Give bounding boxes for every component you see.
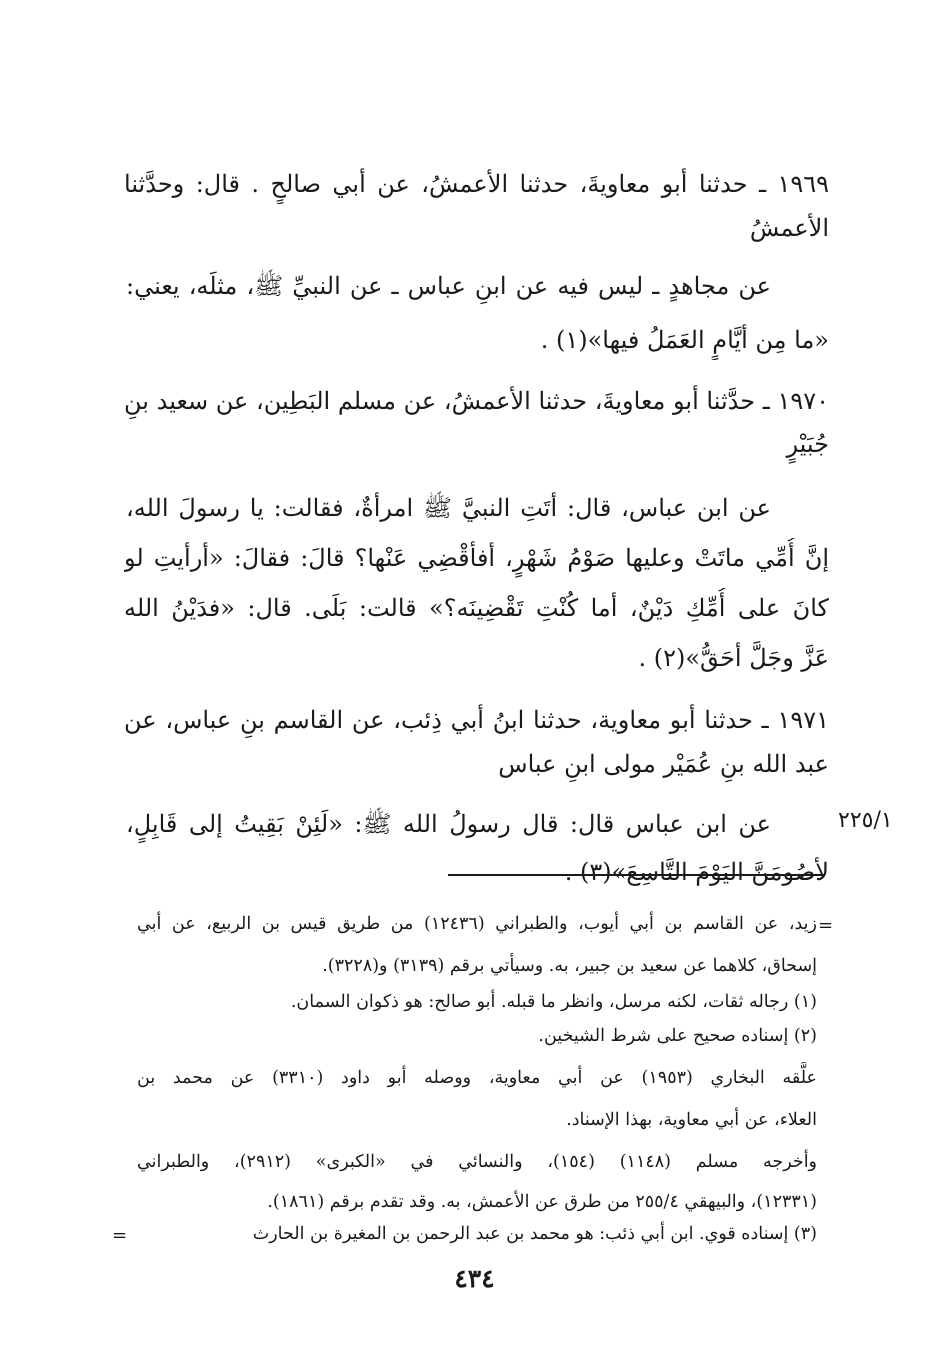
footnote-continued-line-2: إسحاق، كلاهما عن سعيد بن جبير، به. وسيأتي برقم (٣١٣٩) و(٣٢٢٨).: [322, 956, 817, 976]
continues-marker: =: [112, 1225, 128, 1246]
footnote-1: (١) رجاله ثقات، لكنه مرسل، وانظر ما قبله. أبو صالح: هو ذكوان السمان.: [290, 992, 817, 1012]
hadith-1969-line-3: عن مجاهدٍ ـ ليس فيه عن ابنِ عباس ـ عن النبيِّ ﷺ، مثلَه، يعني:: [126, 272, 771, 300]
hadith-1970-line-1: ١٩٧٠ ـ حدَّثنا أبو معاويةَ، حدثنا الأعمشُ، عن مسلم البَطِين، عن سعيد بنِ: [124, 387, 829, 415]
footnote-2-line-4: وأخرجه مسلم (١١٤٨) (١٥٤)، والنسائي في «الكبرى» (٢٩١٢)، والطبراني: [137, 1152, 817, 1172]
hadith-1970-line-3: عن ابن عباس، قال: أتَتِ النبيَّ ﷺ امرأةٌ، فقالت: يا رسولَ الله،: [126, 494, 771, 522]
footnote-continued-line-1: زيد، عن القاسم بن أبي أيوب، والطبراني (١٢٤٣٦) من طريق قيس بن الربيع، عن أبي: [137, 914, 817, 934]
footnote-2-line-1: (٢) إسناده صحيح على شرط الشيخين.: [538, 1026, 817, 1046]
hadith-1971-line-1: ١٩٧١ ـ حدثنا أبو معاوية، حدثنا ابنُ أبي ذِئب، عن القاسم بنِ عباس، عن: [124, 706, 829, 734]
continued-marker: =: [818, 915, 834, 936]
footnote-2-line-3: العلاء، عن أبي معاوية، بهذا الإسناد.: [566, 1110, 817, 1130]
margin-reference: ٢٢٥/١: [838, 808, 893, 833]
hadith-1970-line-6: عَزَّ وجَلَّ أحَقُّ»(٢) .: [638, 644, 829, 672]
footnote-3: (٣) إسناده قوي. ابن أبي ذئب: هو محمد بن عبد الرحمن بن المغيرة بن الحارث: [252, 1224, 817, 1244]
footnote-separator: [448, 874, 824, 876]
hadith-1971-line-3: عن ابن عباس قال: قال رسولُ الله ﷺ: «لَئِنْ بَقِيتُ إلى قَابِلٍ،: [126, 810, 771, 838]
hadith-1969-line-1: ١٩٦٩ ـ حدثنا أبو معاويةَ، حدثنا الأعمشُ، عن أبي صالحٍ . قال: وحدَّثنا: [124, 170, 829, 198]
footnote-2-line-5: (١٢٣٣١)، والبيهقي ٢٥٥/٤ من طرق عن الأعمش، به. وقد تقدم برقم (١٨٦١).: [267, 1192, 817, 1212]
hadith-1969-line-2: الأعمشُ: [749, 214, 829, 242]
hadith-1970-line-5: كانَ على أُمِّكِ دَيْنٌ، أما كُنْتِ تَقْضِينَه؟» قالت: بَلَى. قال: «فدَيْنُ الله: [124, 594, 829, 622]
hadith-1971-line-2: عبد الله بنِ عُمَيْر مولى ابنِ عباس: [498, 750, 829, 778]
hadith-1970-line-2: جُبَيْرٍ: [786, 430, 829, 458]
footnote-2-line-2: علَّقه البخاري (١٩٥٣) عن أبي معاوية، ووصله أبو داود (٣٣١٠) عن محمد بن: [137, 1068, 817, 1088]
hadith-1971-line-4: لأصُومَنَّ اليَوْمَ التَّاسِعَ»(٣) .: [564, 858, 829, 886]
hadith-1969-line-4: «ما مِن أيَّامٍ العَمَلُ فيها»(١) .: [540, 326, 829, 354]
hadith-1970-line-4: إنَّ أُمِّي ماتَتْ وعليها صَوْمُ شَهْرٍ، أفأقْضِي عَنْها؟ قالَ: فقالَ: «أرأيتِ لو: [124, 544, 829, 572]
page-number: ٤٣٤: [454, 1264, 495, 1293]
